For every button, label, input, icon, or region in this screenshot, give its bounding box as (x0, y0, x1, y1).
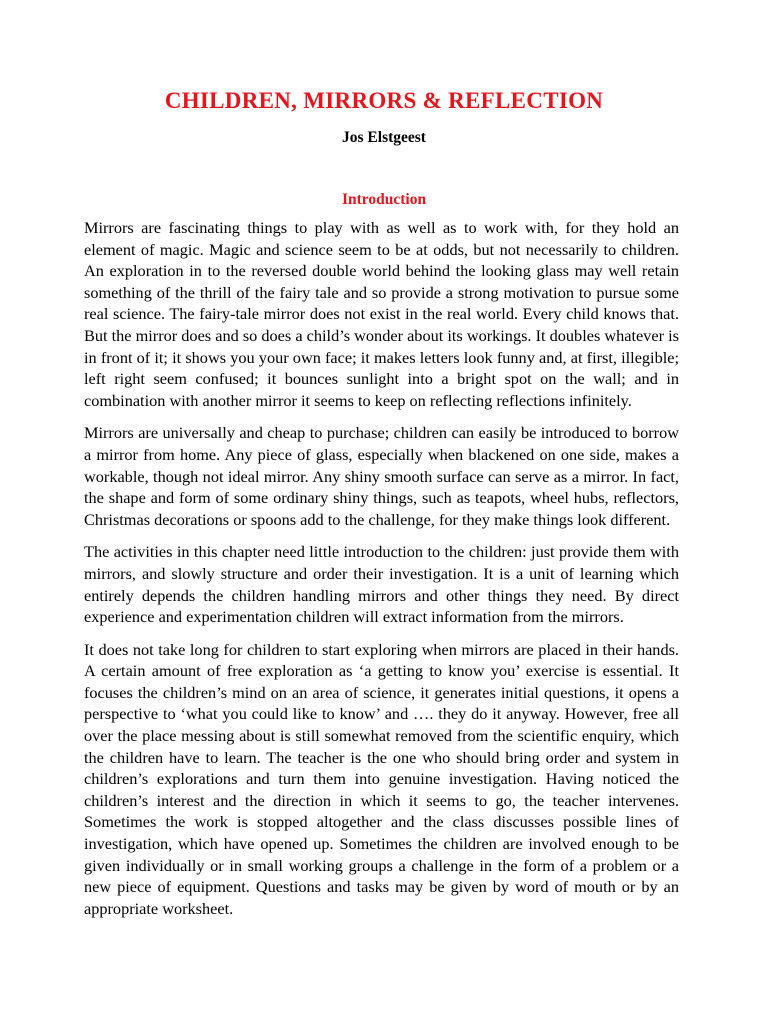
document-author: Jos Elstgeest (342, 129, 426, 146)
document-body (84, 217, 679, 930)
section-heading-introduction: Introduction (341, 191, 427, 208)
document-title: CHILDREN, MIRRORS & REFLECTION (164, 88, 604, 113)
paragraph-4: It does not take long for children to start exploring when mirrors are placed in their hands. A certain amount of free exploration as ‘a getting to know you’ exercise is essential. It focuses the children’s mind on an area of science, it generates initial questions, it opens a perspective to ‘what you could like to know’ and …. they do it anyway. However, free all over the place messing about is still somewhat removed from the scientific enquiry, which the children have to learn. The teacher is the one who should bring order and system in children’s explorations and turn them into genuine investigation. Having noticed the children’s interest and the direction in which it seems to go, the teacher intervenes. Sometimes the work is stopped altogether and the class discusses possible lines of investigation, which have opened up. Sometimes the children are involved enough to be given individually or in small working groups a challenge in the form of a problem or a new piece of equipment. Questions and tasks may be given by word of mouth or by an appropriate worksheet. (84, 639, 679, 918)
paragraph-1: Mirrors are fascinating things to play with as well as to work with, for they hold an element of magic. Magic and science seem to be at odds, but not necessarily to children. An exploration in to the reversed double world behind the looking glass may well retain something of the thrill of the fairy tale and so provide a strong motivation to pursue some real science. The fairy-tale mirror does not exist in the real world. Every child knows that. But the mirror does and so does a child’s wonder about its workings. It doubles whatever is in front of it; it shows you your own face; it makes letters look funny and, at first, illegible; left right seem confused; it bounces sunlight into a bright spot on the wall; and in combination with another mirror it seems to keep on reflecting reflections infinitely. (84, 218, 679, 410)
paragraph-3: The activities in this chapter need little introduction to the children: just provide them with mirrors, and slowly structure and order their investigation. It is a unit of learning which entirely depends the children handling mirrors and other things they need. By direct experience and experimentation children will extract information from the mirrors. (84, 542, 679, 627)
paragraph-2: Mirrors are universally and cheap to purchase; children can easily be introduced to borrow a mirror from home. Any piece of glass, especially when blackened on one side, makes a workable, though not ideal mirror. Any shiny smooth surface can serve as a mirror. In fact, the shape and form of some ordinary shiny things, such as teapots, wheel hubs, reflectors, Christmas decorations or spoons add to the challenge, for they make things look different. (84, 423, 679, 529)
